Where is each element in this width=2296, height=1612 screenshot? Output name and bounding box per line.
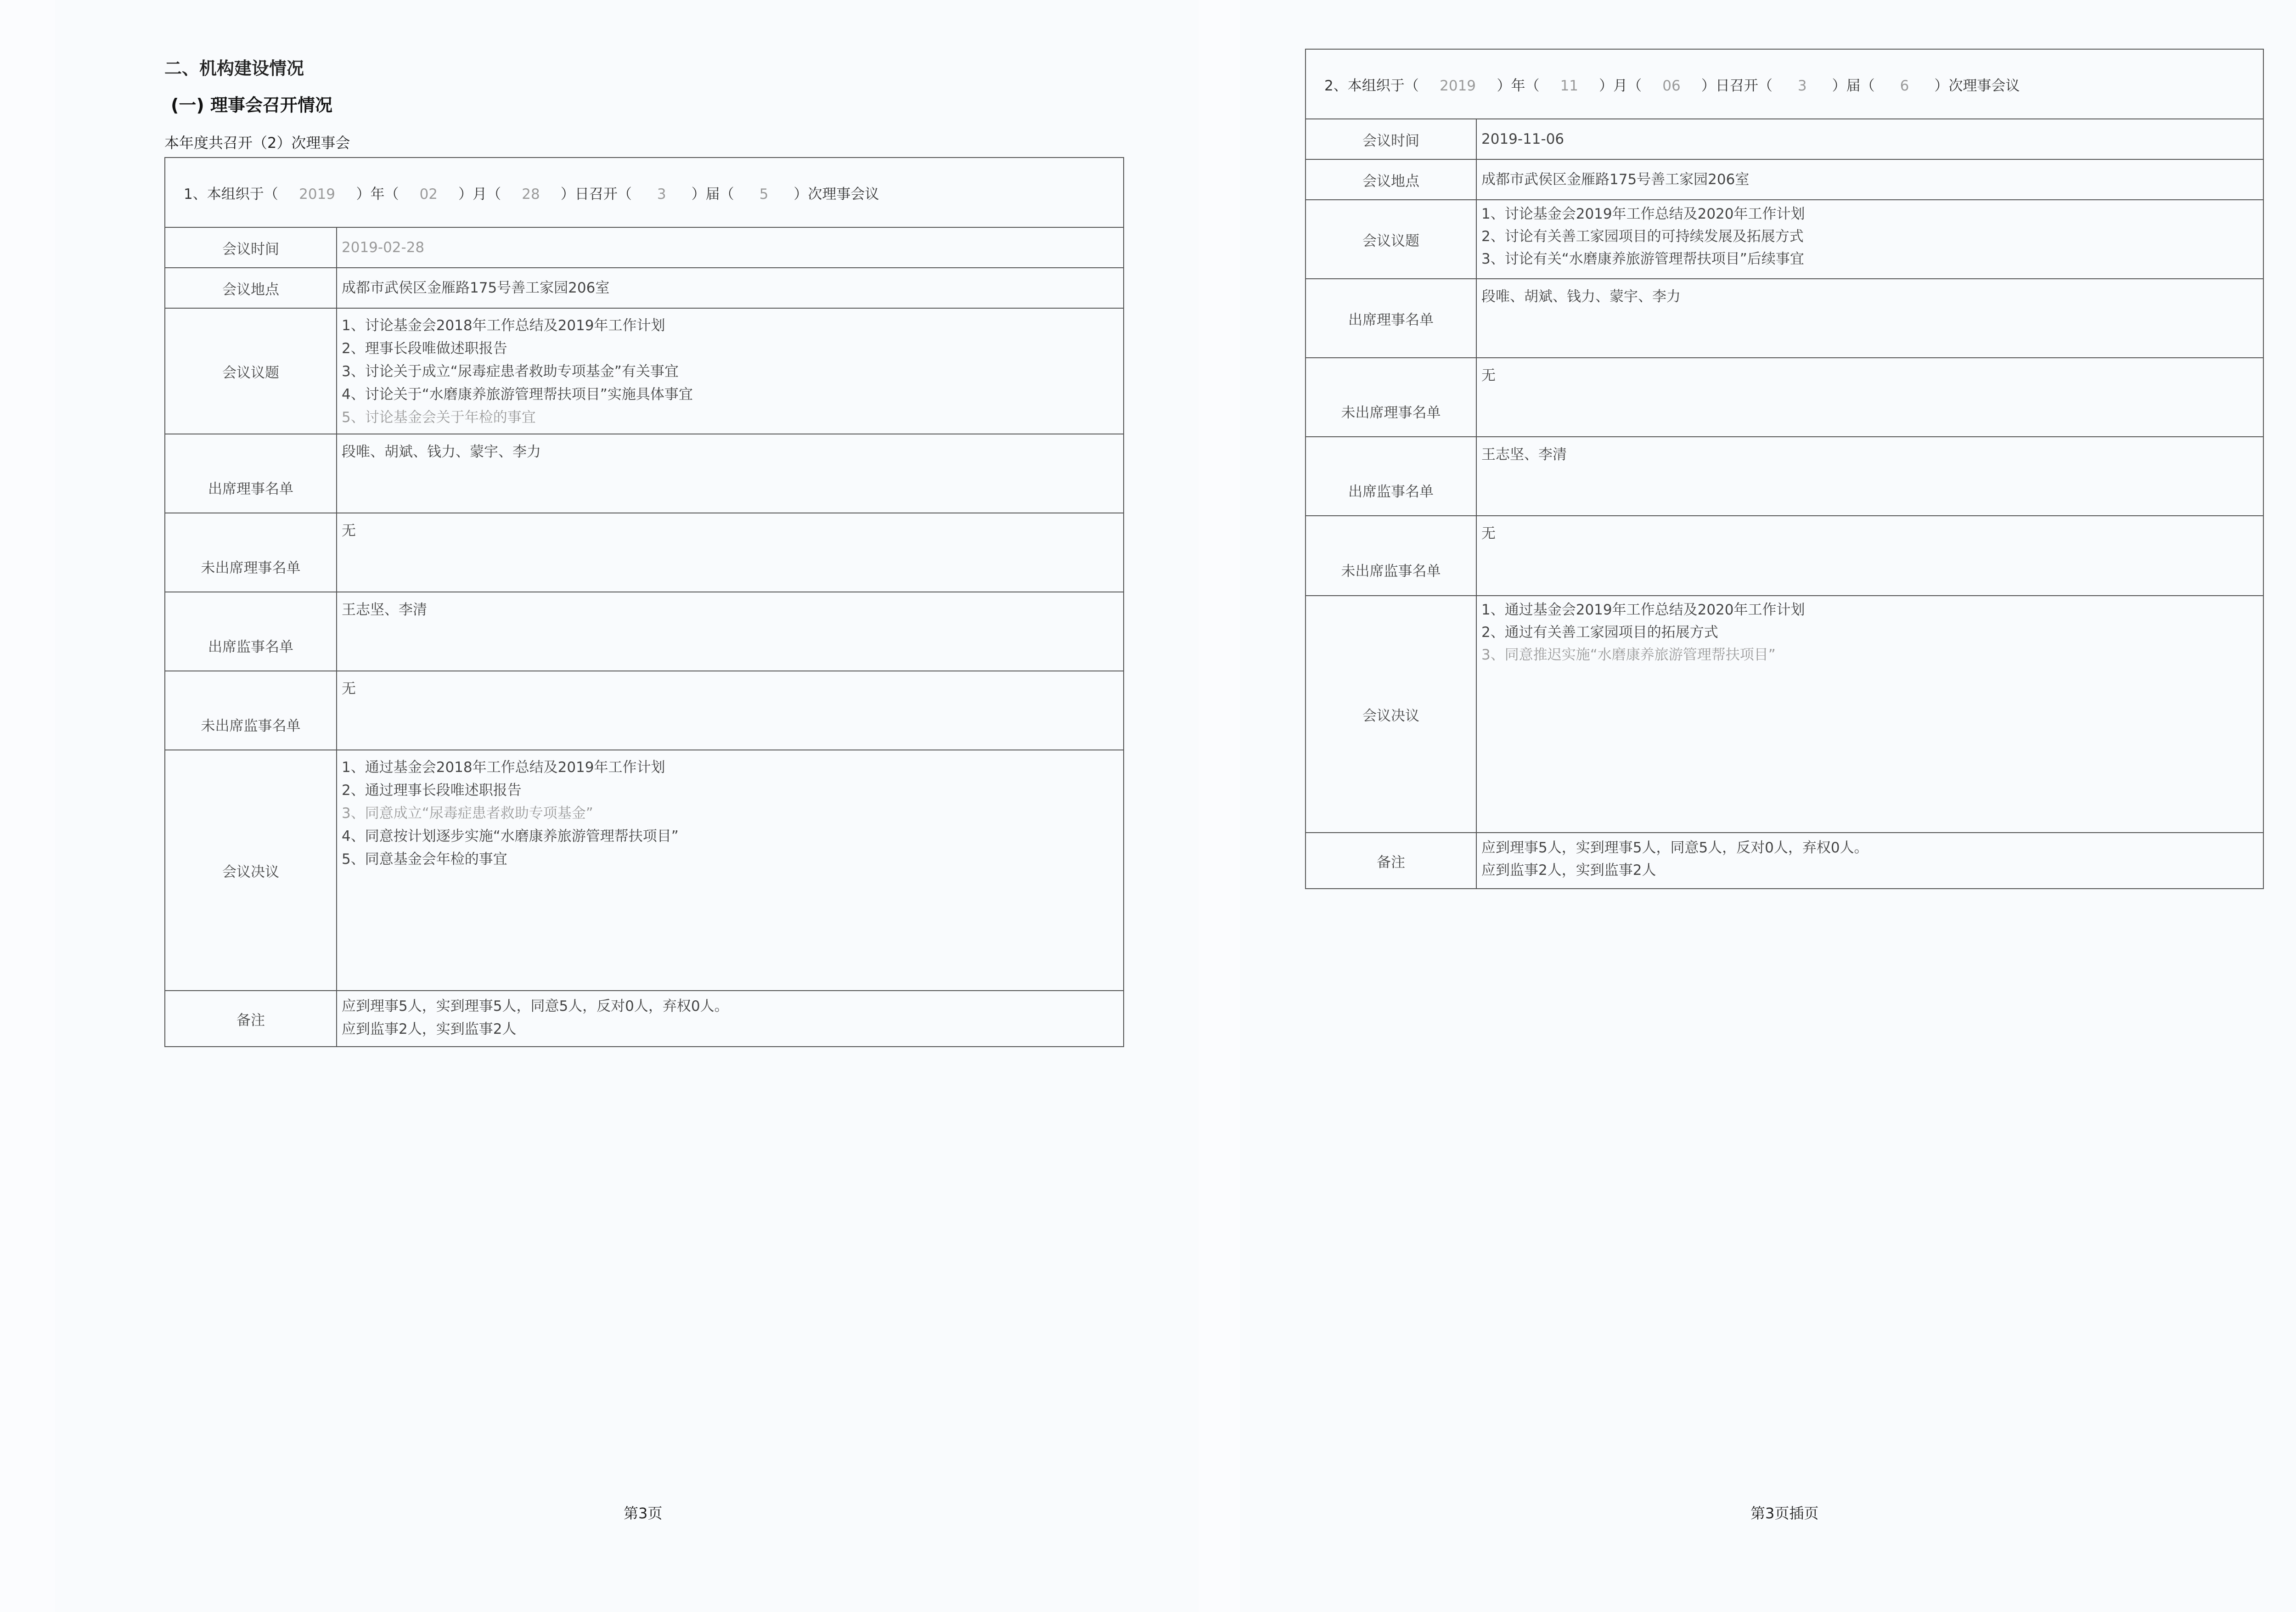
value-line: 成都市武侯区金雁路175号善工家园206室 [342, 279, 610, 296]
value-line: 无 [342, 523, 356, 539]
header-day: 28 [522, 186, 540, 203]
meeting-header-row [1306, 49, 2263, 119]
label-absent-directors: 未出席理事名单 [1306, 358, 1476, 437]
resolution-line: 3、同意成立“尿毒症患者救助专项基金” [342, 805, 593, 822]
section-title: 二、机构建设情况 [164, 58, 304, 79]
header-month: 02 [419, 186, 438, 203]
header-prefix: 1、本组织于（ [184, 186, 278, 203]
value-resolutions [337, 750, 1124, 991]
value-remarks [1476, 833, 2263, 889]
header-month-label: ）月（ [1599, 77, 1642, 94]
header-day-label: ）日召开（ [560, 186, 632, 203]
label-attending-directors: 出席理事名单 [1306, 279, 1476, 358]
row-resolutions [1306, 596, 2263, 833]
page-number-left: 第3页 [624, 1505, 663, 1522]
header-year: 2019 [1440, 77, 1476, 94]
label-meeting-topics: 会议议题 [165, 308, 337, 434]
header-day: 06 [1662, 77, 1681, 94]
meeting-header [165, 158, 1124, 227]
resolution-line: 2、通过有关善工家园项目的拓展方式 [1481, 624, 1718, 641]
topic-line: 3、讨论关于成立“尿毒症患者救助专项基金”有关事宜 [342, 363, 679, 380]
row-meeting-time [1306, 119, 2263, 159]
meeting-count-summary: 本年度共召开（2）次理事会 [164, 134, 350, 152]
label-remarks: 备注 [165, 991, 337, 1047]
header-count-label: ）次理事会议 [793, 186, 879, 203]
value-meeting-time [337, 227, 1124, 268]
header-year-label: ）年（ [1497, 77, 1540, 94]
value-line: 无 [1481, 367, 1496, 384]
row-attending-directors [1306, 279, 2263, 358]
resolution-line: 1、通过基金会2019年工作总结及2020年工作计划 [1481, 602, 1805, 618]
label-meeting-time: 会议时间 [165, 227, 337, 268]
row-attending-supervisors [1306, 437, 2263, 516]
value-attending-directors [337, 434, 1124, 513]
value-attending-directors [1476, 279, 2263, 358]
meeting-1-table [164, 157, 1124, 1047]
header-month: 11 [1560, 77, 1579, 94]
header-session: 3 [657, 186, 666, 203]
label-meeting-time: 会议时间 [1306, 119, 1476, 159]
resolution-line: 5、同意基金会年检的事宜 [342, 851, 507, 868]
topic-line: 5、讨论基金会关于年检的事宜 [342, 409, 536, 426]
row-remarks [1306, 833, 2263, 889]
value-absent-supervisors [1476, 516, 2263, 596]
value-line: 王志坚、李清 [342, 602, 427, 618]
row-absent-directors [165, 513, 1124, 592]
value-attending-supervisors [337, 592, 1124, 671]
label-meeting-place: 会议地点 [165, 268, 337, 308]
label-absent-directors: 未出席理事名单 [165, 513, 337, 592]
remark-line: 应到理事5人，实到理事5人，同意5人，反对0人，弃权0人。 [342, 998, 729, 1015]
label-resolutions: 会议决议 [1306, 596, 1476, 833]
header-session-label: ）届（ [691, 186, 734, 203]
value-line: 段唯、胡斌、钱力、蒙宇、李力 [1481, 288, 1681, 305]
value-remarks [337, 991, 1124, 1047]
resolution-line: 3、同意推迟实施“水磨康养旅游管理帮扶项目” [1481, 647, 1776, 663]
header-count: 6 [1900, 77, 1909, 94]
row-resolutions [165, 750, 1124, 991]
value-line: 无 [342, 681, 356, 697]
label-attending-supervisors: 出席监事名单 [165, 592, 337, 671]
topic-line: 1、讨论基金会2018年工作总结及2019年工作计划 [342, 317, 665, 334]
value-line: 无 [1481, 525, 1496, 542]
header-count: 5 [759, 186, 769, 203]
remark-line: 应到监事2人，实到监事2人 [1481, 862, 1656, 879]
remark-line: 应到理事5人，实到理事5人，同意5人，反对0人，弃权0人。 [1481, 840, 1868, 856]
row-meeting-place [165, 268, 1124, 308]
resolution-line: 1、通过基金会2018年工作总结及2019年工作计划 [342, 759, 665, 776]
label-meeting-topics: 会议议题 [1306, 200, 1476, 279]
header-year-label: ）年（ [356, 186, 399, 203]
row-attending-supervisors [165, 592, 1124, 671]
meeting-header [1306, 49, 2263, 119]
label-remarks: 备注 [1306, 833, 1476, 889]
row-absent-directors [1306, 358, 2263, 437]
page-number-right: 第3页插页 [1750, 1505, 1819, 1522]
label-attending-supervisors: 出席监事名单 [1306, 437, 1476, 516]
row-meeting-time [165, 227, 1124, 268]
label-absent-supervisors: 未出席监事名单 [1306, 516, 1476, 596]
header-year: 2019 [299, 186, 336, 203]
value-meeting-place [337, 268, 1124, 308]
remark-line: 应到监事2人，实到监事2人 [342, 1021, 517, 1037]
label-attending-directors: 出席理事名单 [165, 434, 337, 513]
row-meeting-topics [165, 308, 1124, 434]
value-line: 段唯、胡斌、钱力、蒙宇、李力 [342, 444, 541, 460]
row-attending-directors [165, 434, 1124, 513]
row-remarks [165, 991, 1124, 1047]
resolution-line: 2、通过理事长段唯述职报告 [342, 782, 522, 799]
value-meeting-topics [337, 308, 1124, 434]
resolution-line: 4、同意按计划逐步实施“水磨康养旅游管理帮扶项目” [342, 828, 679, 845]
header-session-label: ）届（ [1832, 77, 1875, 94]
topic-line: 1、讨论基金会2019年工作总结及2020年工作计划 [1481, 206, 1805, 222]
value-absent-directors [337, 513, 1124, 592]
row-absent-supervisors [165, 671, 1124, 750]
sub-title: (一) 理事会召开情况 [171, 95, 332, 115]
row-meeting-topics [1306, 200, 2263, 279]
value-meeting-place [1476, 159, 2263, 200]
header-month-label: ）月（ [458, 186, 501, 203]
header-prefix: 2、本组织于（ [1324, 77, 1419, 94]
label-absent-supervisors: 未出席监事名单 [165, 671, 337, 750]
value-line: 2019-02-28 [342, 239, 425, 256]
header-session: 3 [1797, 77, 1807, 94]
header-day-label: ）日召开（ [1701, 77, 1773, 94]
value-line: 成都市武侯区金雁路175号善工家园206室 [1481, 171, 1750, 188]
value-absent-supervisors [337, 671, 1124, 750]
meeting-2-table [1305, 49, 2264, 889]
meeting-header-text [184, 186, 879, 203]
row-absent-supervisors [1306, 516, 2263, 596]
value-line: 2019-11-06 [1481, 130, 1564, 147]
topic-line: 2、理事长段唯做述职报告 [342, 340, 507, 357]
topic-line: 3、讨论有关“水磨康养旅游管理帮扶项目”后续事宜 [1481, 251, 1804, 267]
value-attending-supervisors [1476, 437, 2263, 516]
value-absent-directors [1476, 358, 2263, 437]
meeting-header-row [165, 158, 1124, 227]
row-meeting-place [1306, 159, 2263, 200]
topic-line: 4、讨论关于“水磨康养旅游管理帮扶项目”实施具体事宜 [342, 386, 693, 403]
header-count-label: ）次理事会议 [1934, 77, 2020, 94]
meeting-header-text [1324, 78, 2020, 94]
label-resolutions: 会议决议 [165, 750, 337, 991]
label-meeting-place: 会议地点 [1306, 159, 1476, 200]
topic-line: 2、讨论有关善工家园项目的可持续发展及拓展方式 [1481, 228, 1804, 245]
value-meeting-topics [1476, 200, 2263, 279]
value-resolutions [1476, 596, 2263, 833]
value-meeting-time [1476, 119, 2263, 159]
value-line: 王志坚、李清 [1481, 446, 1567, 463]
